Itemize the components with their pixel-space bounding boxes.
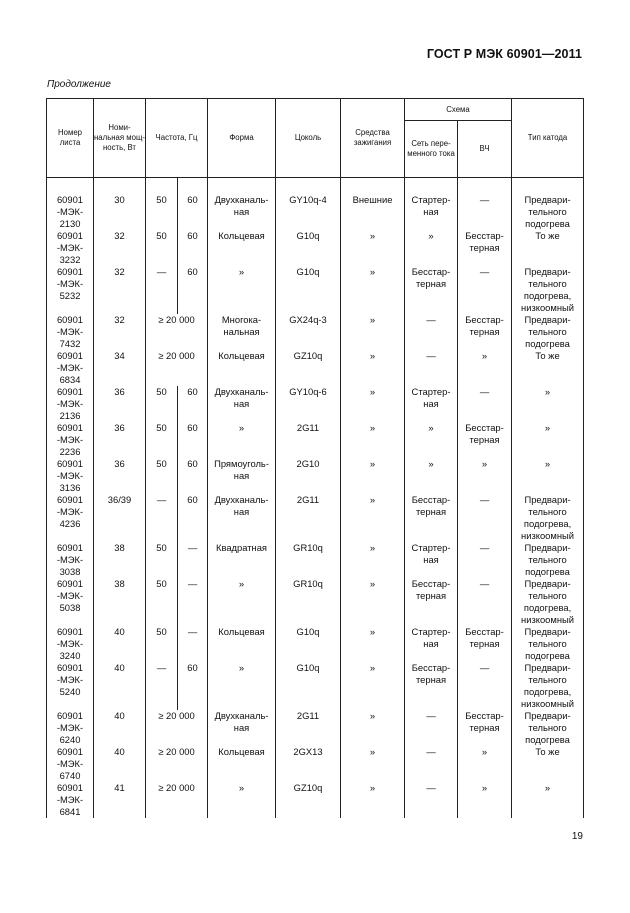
table-row [47,458,584,494]
cell-shape: Двухканаль- ная [208,710,276,746]
cell-ignition: » [341,230,405,266]
cell-sheet: 60901 -МЭК- 4236 [47,494,94,542]
page-number: 19 [571,831,583,842]
cell-ignition: Внешние [341,194,405,230]
cell-shape: Двухканаль- ная [208,386,276,422]
col-header-scheme: Схема [405,99,512,121]
cell-scheme-hf: » [458,746,512,782]
col-header-base: Цоколь [276,99,341,178]
cell-frequency: ≥ 20 000 [158,350,195,361]
cell-cathode: Предвари- тельного подогрева [512,626,584,662]
table-row [47,494,584,542]
cell-frequency-2: 60 [178,494,208,542]
cell-scheme-hf: Бесстар- терная [458,314,512,350]
cell-scheme-mains: — [405,350,458,386]
cell-power: 40 [94,662,146,710]
cell-sheet: 60901 -МЭК- 7432 [47,314,94,350]
cell-ignition: » [341,314,405,350]
col-header-ignition: Средства зажигания [341,99,405,178]
cell-shape: » [208,422,276,458]
cell-frequency-1: — [146,266,178,314]
cell-power: 30 [94,194,146,230]
cell-frequency-1: 50 [146,578,178,626]
cell-frequency-2: 60 [178,662,208,710]
cell-ignition: » [341,422,405,458]
col-header-scheme-hf: ВЧ [458,121,512,178]
cell-base: 2G11 [276,422,341,458]
cell-frequency-2: 60 [178,422,208,458]
table-row [47,230,584,266]
cell-shape: » [208,578,276,626]
cell-cathode: » [512,782,584,818]
cell-scheme-mains: Стартер- ная [405,542,458,578]
cell-sheet: 60901 -МЭК- 5038 [47,578,94,626]
cell-power: 41 [94,782,146,818]
cell-frequency: ≥ 20 000 [158,782,195,793]
cell-frequency-2: 60 [178,458,208,494]
cell-shape: Кольцевая [208,350,276,386]
cell-power: 40 [94,746,146,782]
cell-frequency-1: 50 [146,230,178,266]
cell-power: 34 [94,350,146,386]
cell-shape: Квадратная [208,542,276,578]
cell-power: 36 [94,458,146,494]
cell-scheme-hf: — [458,194,512,230]
cell-frequency-1: — [146,662,178,710]
cell-shape: Многока- нальная [208,314,276,350]
cell-base: GR10q [276,542,341,578]
cell-sheet: 60901 -МЭК- 5232 [47,266,94,314]
table-row [47,542,584,578]
cell-scheme-hf: — [458,578,512,626]
cell-scheme-mains: Стартер- ная [405,386,458,422]
cell-power: 40 [94,710,146,746]
document-header: ГОСТ Р МЭК 60901—2011 [426,47,582,61]
table-row [47,662,584,710]
cell-ignition: » [341,746,405,782]
cell-frequency-2: — [178,578,208,626]
col-header-frequency: Частота, Гц [146,99,208,178]
cell-scheme-hf: Бесстар- терная [458,230,512,266]
cell-ignition: » [341,662,405,710]
cell-scheme-hf: Бесстар- терная [458,422,512,458]
cell-cathode: То же [512,230,584,266]
cell-frequency: ≥ 20 000 [158,746,195,757]
cell-frequency-1: 50 [146,458,178,494]
cell-scheme-hf: — [458,386,512,422]
cell-frequency-1: 50 [146,422,178,458]
cell-frequency: ≥ 20 000 [158,710,195,721]
col-header-sheet: Номер листа [47,99,94,178]
continuation-label: Продолжение [47,79,111,90]
cell-shape: » [208,662,276,710]
cell-sheet: 60901 -МЭК- 3038 [47,542,94,578]
table-row [47,350,584,386]
cell-power: 38 [94,542,146,578]
cell-shape: Кольцевая [208,626,276,662]
lamp-spec-table [46,98,584,818]
cell-scheme-mains: — [405,782,458,818]
cell-ignition: » [341,782,405,818]
cell-cathode: Предвари- тельного подогрева [512,710,584,746]
cell-base: GZ10q [276,782,341,818]
cell-scheme-mains: » [405,230,458,266]
cell-power: 32 [94,314,146,350]
col-header-shape: Форма [208,99,276,178]
cell-base: GR10q [276,578,341,626]
cell-frequency-2: 60 [178,386,208,422]
cell-frequency-1: 50 [146,386,178,422]
cell-scheme-mains: Бесстар- терная [405,494,458,542]
cell-base: GY10q-4 [276,194,341,230]
cell-cathode: Предвари- тельного подогрева, низкоомный [512,578,584,626]
cell-scheme-mains: » [405,458,458,494]
cell-power: 38 [94,578,146,626]
cell-base: G10q [276,662,341,710]
cell-power: 36 [94,386,146,422]
cell-shape: Прямоуголь- ная [208,458,276,494]
cell-frequency-1: 50 [146,194,178,230]
cell-power: 32 [94,230,146,266]
cell-shape: » [208,266,276,314]
table-row [47,578,584,626]
cell-scheme-mains: — [405,746,458,782]
cell-sheet: 60901 -МЭК- 6834 [47,350,94,386]
cell-sheet: 60901 -МЭК- 5240 [47,662,94,710]
table-row [47,314,584,350]
cell-ignition: » [341,626,405,662]
table-row [47,386,584,422]
cell-power: 40 [94,626,146,662]
cell-scheme-hf: » [458,458,512,494]
cell-ignition: » [341,266,405,314]
cell-ignition: » [341,542,405,578]
cell-scheme-hf: — [458,266,512,314]
cell-sheet: 60901 -МЭК- 2236 [47,422,94,458]
table-row [47,782,584,818]
cell-scheme-hf: » [458,782,512,818]
col-header-cathode: Тип катода [512,99,584,178]
cell-sheet: 60901 -МЭК- 6740 [47,746,94,782]
cell-frequency-1: — [146,494,178,542]
cell-scheme-hf: Бесстар- терная [458,626,512,662]
cell-ignition: » [341,350,405,386]
cell-cathode: Предвари- тельного подогрева [512,194,584,230]
cell-sheet: 60901 -МЭК- 2130 [47,194,94,230]
cell-sheet: 60901 -МЭК- 3240 [47,626,94,662]
cell-sheet: 60901 -МЭК- 3136 [47,458,94,494]
cell-shape: Кольцевая [208,230,276,266]
cell-sheet: 60901 -МЭК- 2136 [47,386,94,422]
cell-ignition: » [341,710,405,746]
cell-scheme-hf: — [458,542,512,578]
cell-cathode: » [512,386,584,422]
cell-frequency-1: 50 [146,542,178,578]
cell-cathode: Предвари- тельного подогрева [512,314,584,350]
cell-ignition: » [341,578,405,626]
cell-shape: » [208,782,276,818]
cell-scheme-hf: Бесстар- терная [458,710,512,746]
col-header-scheme-mains: Сеть пере-менного тока [405,121,458,178]
cell-shape: Кольцевая [208,746,276,782]
cell-power: 36/39 [94,494,146,542]
cell-scheme-mains: Бесстар- терная [405,266,458,314]
cell-cathode: То же [512,746,584,782]
cell-scheme-hf: — [458,494,512,542]
cell-sheet: 60901 -МЭК- 6240 [47,710,94,746]
cell-cathode: » [512,458,584,494]
cell-sheet: 60901 -МЭК- 6841 [47,782,94,818]
cell-cathode: Предвари- тельного подогрева, низкоомный [512,494,584,542]
cell-frequency-2: — [178,542,208,578]
cell-scheme-mains: — [405,710,458,746]
cell-scheme-mains: Бесстар- терная [405,578,458,626]
cell-shape: Двухканаль- ная [208,494,276,542]
cell-frequency-2: 60 [178,230,208,266]
table-row [47,422,584,458]
cell-power: 32 [94,266,146,314]
cell-base: GZ10q [276,350,341,386]
cell-power: 36 [94,422,146,458]
table-row [47,710,584,746]
cell-base: 2G11 [276,710,341,746]
cell-base: G10q [276,266,341,314]
cell-base: G10q [276,626,341,662]
cell-base: G10q [276,230,341,266]
cell-cathode: » [512,422,584,458]
cell-cathode: То же [512,350,584,386]
cell-scheme-mains: — [405,314,458,350]
table-row [47,266,584,314]
cell-frequency-2: 60 [178,194,208,230]
cell-scheme-mains: » [405,422,458,458]
table-row [47,626,584,662]
cell-frequency-2: 60 [178,266,208,314]
cell-shape: Двухканаль- ная [208,194,276,230]
cell-cathode: Предвари- тельного подогрева, низкоомный [512,266,584,314]
cell-base: 2GX13 [276,746,341,782]
table-row [47,746,584,782]
cell-base: 2G11 [276,494,341,542]
cell-frequency: ≥ 20 000 [158,314,195,325]
cell-base: GY10q-6 [276,386,341,422]
cell-cathode: Предвари- тельного подогрева [512,542,584,578]
cell-scheme-hf: — [458,662,512,710]
cell-scheme-hf: » [458,350,512,386]
cell-cathode: Предвари- тельного подогрева, низкоомный [512,662,584,710]
cell-scheme-mains: Стартер- ная [405,626,458,662]
cell-frequency-2: — [178,626,208,662]
cell-frequency-1: 50 [146,626,178,662]
table-row [47,194,584,230]
cell-ignition: » [341,458,405,494]
col-header-power: Номи-нальная мощ-ность, Вт [94,99,146,178]
cell-sheet: 60901 -МЭК- 3232 [47,230,94,266]
cell-base: 2G10 [276,458,341,494]
cell-scheme-mains: Стартер- ная [405,194,458,230]
cell-scheme-mains: Бесстар- терная [405,662,458,710]
cell-ignition: » [341,494,405,542]
cell-base: GX24q-3 [276,314,341,350]
cell-ignition: » [341,386,405,422]
